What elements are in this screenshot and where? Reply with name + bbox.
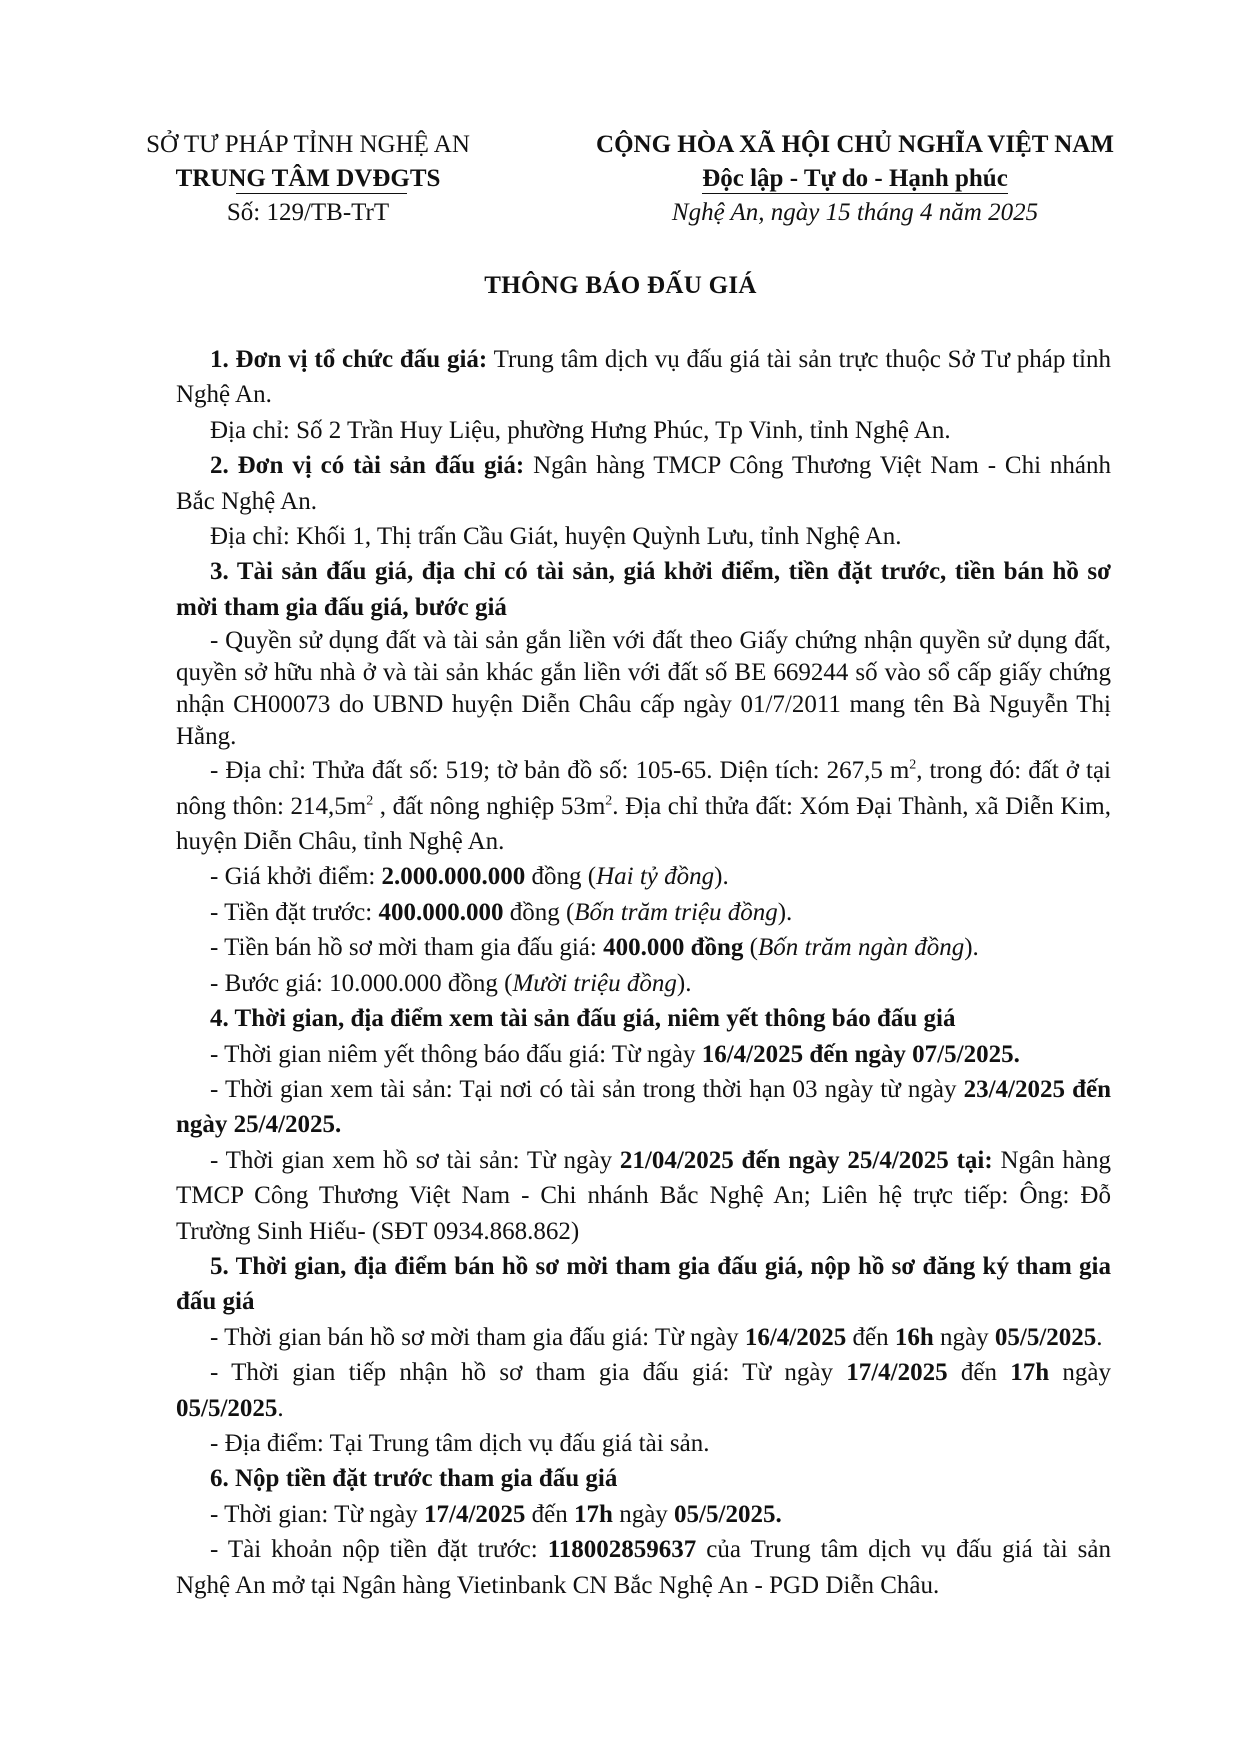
document-viewing-value: 21/04/2025 đến ngày 25/4/2025 tại: (619, 1146, 993, 1174)
dossier-sale-from: 16/4/2025 (744, 1323, 847, 1351)
asset-description: - Quyền sử dụng đất và tài sản gắn liền với đất theo Giấy chứng nhận quyền sử dụng đất, quyền sở hữu nhà ở và tài sản khác gắn liền với đất số BE 669244 số vào sổ cấp giấy chứng nhận CH00073 do UBND huyện Diễn Châu cấp ngày 01/7/2011 mang tên Bà Nguyễn Thị Hằng. (176, 627, 1111, 751)
period-mark: . (1096, 1323, 1103, 1351)
section-1-organizer (176, 342, 1111, 413)
section-1-address: Địa chỉ: Số 2 Trần Huy Liệu, phường Hưng Phúc, Tp Vinh, tỉnh Nghệ An. (210, 416, 951, 444)
starting-price-value: 2.000.000.000 (381, 863, 526, 891)
dossier-receipt-hour: 17h (1010, 1359, 1050, 1387)
center-name-underline (236, 193, 407, 194)
dossier-receipt-date: 05/5/2025 (176, 1394, 278, 1422)
dossier-fee-value: 400.000 đồng (603, 934, 744, 962)
bid-step-words: Mười triệu đồng (512, 969, 677, 997)
dossier-place: - Địa điểm: Tại Trung tâm dịch vụ đấu giá tài sản. (210, 1429, 710, 1457)
deposit-period-label: - Thời gian: Từ ngày (210, 1500, 425, 1528)
place-and-date: Nghệ An, ngày 15 tháng 4 năm 2025 (671, 199, 1039, 226)
close-paren: ). (714, 863, 729, 891)
dossier-receipt-from: 17/4/2025 (846, 1359, 948, 1387)
connector-text: đến (947, 1359, 1011, 1387)
document-number: Số: 129/TB-TrT (226, 199, 390, 226)
issuer-block (108, 128, 508, 230)
section-4-heading: 4. Thời gian, địa điểm xem tài sản đấu giá, niêm yết thông báo đấu giá (210, 1005, 956, 1033)
deposit-account (176, 1532, 1111, 1603)
section-6-heading: 6. Nộp tiền đặt trước tham gia đấu giá (210, 1465, 618, 1493)
dossier-fee (176, 930, 1111, 965)
close-paren: ). (676, 969, 692, 997)
dossier-sale-period (176, 1320, 1111, 1355)
deposit-account-number: 118002859637 (547, 1536, 697, 1564)
asset-address-part: , đất nông nghiệp 53m (373, 792, 606, 820)
bid-step-label: - Bước giá: 10.000.000 đồng ( (210, 969, 513, 997)
starting-price-label: - Giá khởi điểm: (210, 863, 382, 891)
dossier-sale-hour: 16h (894, 1323, 934, 1351)
section-2-address: Địa chỉ: Khối 1, Thị trấn Cầu Giát, huyện Quỳnh Lưu, tỉnh Nghệ An. (210, 523, 902, 551)
section-2-label: 2. Đơn vị có tài sản đấu giá: (210, 452, 525, 480)
open-paren: ( (743, 934, 758, 962)
deposit-amount (176, 895, 1111, 930)
dossier-sale-label: - Thời gian bán hồ sơ mời tham gia đấu giá: Từ ngày (210, 1323, 745, 1351)
dossier-sale-date: 05/5/2025 (994, 1323, 1097, 1351)
center-name: TRUNG TÂM DVĐGTS (175, 165, 441, 192)
superscript: 2 (605, 793, 613, 809)
asset-address-part: , trong đó: đất ở tại nông thôn: 214,5m (176, 757, 1111, 820)
section-5-heading: 5. Thời gian, địa điểm bán hồ sơ mời tham gia đấu giá, nộp hồ sơ đăng ký tham gia đấu giá (176, 1252, 1111, 1316)
deposit-period-date: 05/5/2025. (674, 1500, 782, 1528)
document-viewing-period (176, 1143, 1111, 1249)
section-2-owner (176, 448, 1111, 519)
deposit-label: - Tiền đặt trước: (210, 898, 379, 926)
document-viewing-contact: Ngân hàng TMCP Công Thương Việt Nam - Chi nhánh Bắc Nghệ An; Liên hệ trực tiếp: Ông: Đỗ Trường Sinh Hiếu- (SĐT 0934.868.862) (176, 1146, 1111, 1245)
starting-price-words: Hai tỷ đồng (596, 863, 715, 891)
period-mark: . (277, 1394, 284, 1422)
national-title: CỘNG HÒA XÃ HỘI CHỦ NGHĨA VIỆT NAM (596, 131, 1114, 158)
posting-period-label: - Thời gian niêm yết thông báo đấu giá: Từ ngày (210, 1040, 702, 1068)
dossier-fee-label: - Tiền bán hồ sơ mời tham gia đấu giá: (210, 934, 604, 962)
posting-period (176, 1037, 1111, 1072)
asset-address-part: . Địa chỉ thửa đất: Xóm Đại Thành, xã Diễn Kim, huyện Diễn Châu, tỉnh Nghệ An. (176, 792, 1112, 856)
asset-viewing-period (176, 1072, 1111, 1143)
section-2-text: Ngân hàng TMCP Công Thương Việt Nam - Chi nhánh Bắc Nghệ An. (176, 452, 1112, 515)
connector-text: ngày (933, 1323, 995, 1351)
close-paren: ). (777, 898, 793, 926)
asset-address-part: - Địa chỉ: Thửa đất số: 519; tờ bản đồ số: 105-65. Diện tích: 267,5 m (210, 757, 910, 785)
starting-price-unit: đồng ( (525, 863, 597, 891)
connector-text: đến (525, 1500, 575, 1528)
bid-step (176, 966, 1111, 1001)
dossier-receipt-period (176, 1355, 1111, 1426)
document-body (176, 342, 1111, 1603)
dossier-receipt-label: - Thời gian tiếp nhận hồ sơ tham gia đấu giá: Từ ngày (210, 1359, 847, 1387)
asset-viewing-label: - Thời gian xem tài sản: Tại nơi có tài sản trong thời hạn 03 ngày từ ngày (210, 1075, 964, 1103)
dossier-fee-words: Bốn trăm ngàn đồng (757, 934, 965, 962)
connector-text: ngày (612, 1500, 675, 1528)
national-motto: Độc lập - Tự do - Hạnh phúc (702, 165, 1008, 192)
starting-price (176, 859, 1111, 894)
section-1-text: Trung tâm dịch vụ đấu giá tài sản trực thuộc Sở Tư pháp tỉnh Nghệ An. (176, 346, 1112, 409)
deposit-account-bank: của Trung tâm dịch vụ đấu giá tài sản Nghệ An mở tại Ngân hàng Vietinbank CN Bắc Nghệ An - PGD Diễn Châu. (176, 1536, 1111, 1599)
deposit-unit: đồng ( (503, 898, 575, 926)
asset-address (176, 753, 1111, 859)
section-1-label: 1. Đơn vị tổ chức đấu giá: (210, 346, 488, 373)
deposit-words: Bốn trăm triệu đồng (574, 898, 778, 926)
document-title: THÔNG BÁO ĐẤU GIÁ (484, 272, 757, 299)
superscript: 2 (366, 793, 374, 809)
asset-viewing-value: 23/4/2025 đến ngày 25/4/2025. (176, 1075, 1111, 1139)
deposit-account-label: - Tài khoản nộp tiền đặt trước: (210, 1536, 548, 1564)
document-viewing-label: - Thời gian xem hồ sơ tài sản: Từ ngày (210, 1146, 620, 1174)
deposit-value: 400.000.000 (378, 898, 504, 926)
department-name: SỞ TƯ PHÁP TỈNH NGHỆ AN (146, 131, 470, 158)
superscript: 2 (909, 757, 917, 773)
posting-period-value: 16/4/2025 đến ngày 07/5/2025. (701, 1040, 1020, 1068)
deposit-period (176, 1497, 1111, 1532)
national-heading-block (540, 128, 1170, 230)
deposit-period-hour: 17h (574, 1500, 613, 1528)
connector-text: ngày (1049, 1359, 1111, 1387)
section-3-heading: 3. Tài sản đấu giá, địa chỉ có tài sản, giá khởi điểm, tiền đặt trước, tiền bán hồ sơ mời tham gia đấu giá, bước giá (176, 558, 1111, 621)
deposit-period-from: 17/4/2025 (424, 1500, 526, 1528)
close-paren: ). (964, 934, 979, 962)
connector-text: đến (846, 1323, 895, 1351)
